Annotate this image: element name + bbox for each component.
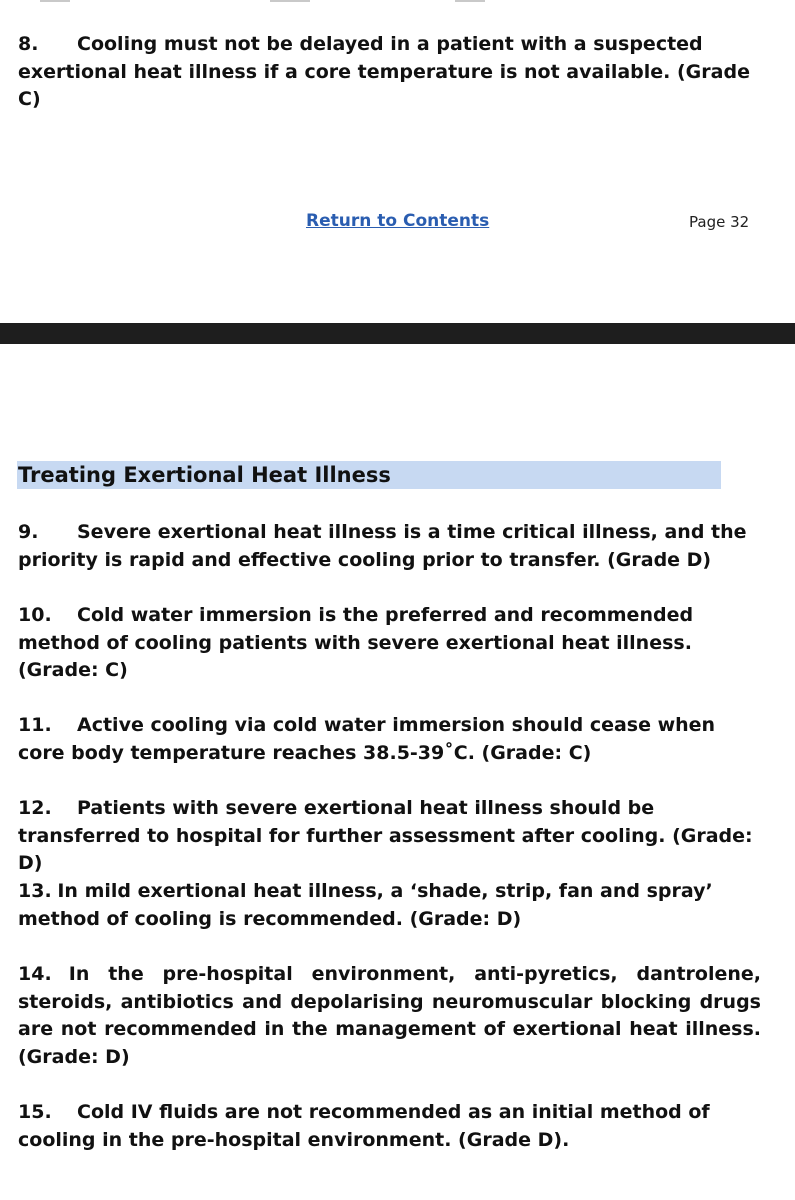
item-text: Active cooling via cold water immersion should cease when core body temperature reaches 38.5-39˚C. (Grade: C) <box>18 714 716 764</box>
return-to-contents-link[interactable]: Return to Contents <box>306 211 490 231</box>
guideline-item-14 <box>18 961 761 1071</box>
section-heading: Treating Exertional Heat Illness <box>17 461 721 489</box>
guideline-item-9 <box>18 519 761 574</box>
guideline-item-11 <box>18 712 761 767</box>
item-number: 14. <box>18 963 52 985</box>
guideline-item-10 <box>18 602 761 685</box>
guideline-item-12 <box>18 795 761 878</box>
item-text: In mild exertional heat illness, a ‘shade, strip, fan and spray’ method of cooling is recommended. (Grade: D) <box>18 880 713 930</box>
item-text: Severe exertional heat illness is a time critical illness, and the priority is rapid and effective cooling prior to transfer. (Grade D) <box>18 521 747 571</box>
item-number: 10. <box>18 604 52 626</box>
guideline-item-8 <box>18 31 761 114</box>
guideline-item-15 <box>18 1099 761 1154</box>
item-text: Cold IV fluids are not recommended as an initial method of cooling in the pre-hospital environment. (Grade D). <box>18 1101 710 1151</box>
item-number: 12. <box>18 797 52 819</box>
item-text: Cooling must not be delayed in a patient with a suspected exertional heat illness if a core temperature is not available. (Grade C) <box>18 33 750 110</box>
item-number: 15. <box>18 1101 52 1123</box>
item-text: Cold water immersion is the preferred and recommended method of cooling patients with severe exertional heat illness. (Grade: C) <box>18 604 694 681</box>
item-text: In the pre-hospital environment, anti-pyretics, dantrolene, steroids, antibiotics and depolarising neuromuscular blocking drugs are not recommended in the management of exertional heat illness. (Grade: D) <box>18 963 761 1068</box>
item-number: 11. <box>18 714 52 736</box>
guideline-item-13 <box>18 878 761 933</box>
item-number: 9. <box>18 521 39 543</box>
page-separator <box>0 323 795 344</box>
item-number: 13. <box>18 880 52 902</box>
page-number: Page 32 <box>689 213 750 231</box>
item-number: 8. <box>18 33 39 55</box>
item-text: Patients with severe exertional heat illness should be transferred to hospital for further assessment after cooling. (Grade: D) <box>18 797 753 874</box>
previous-text-fragment <box>0 0 795 4</box>
